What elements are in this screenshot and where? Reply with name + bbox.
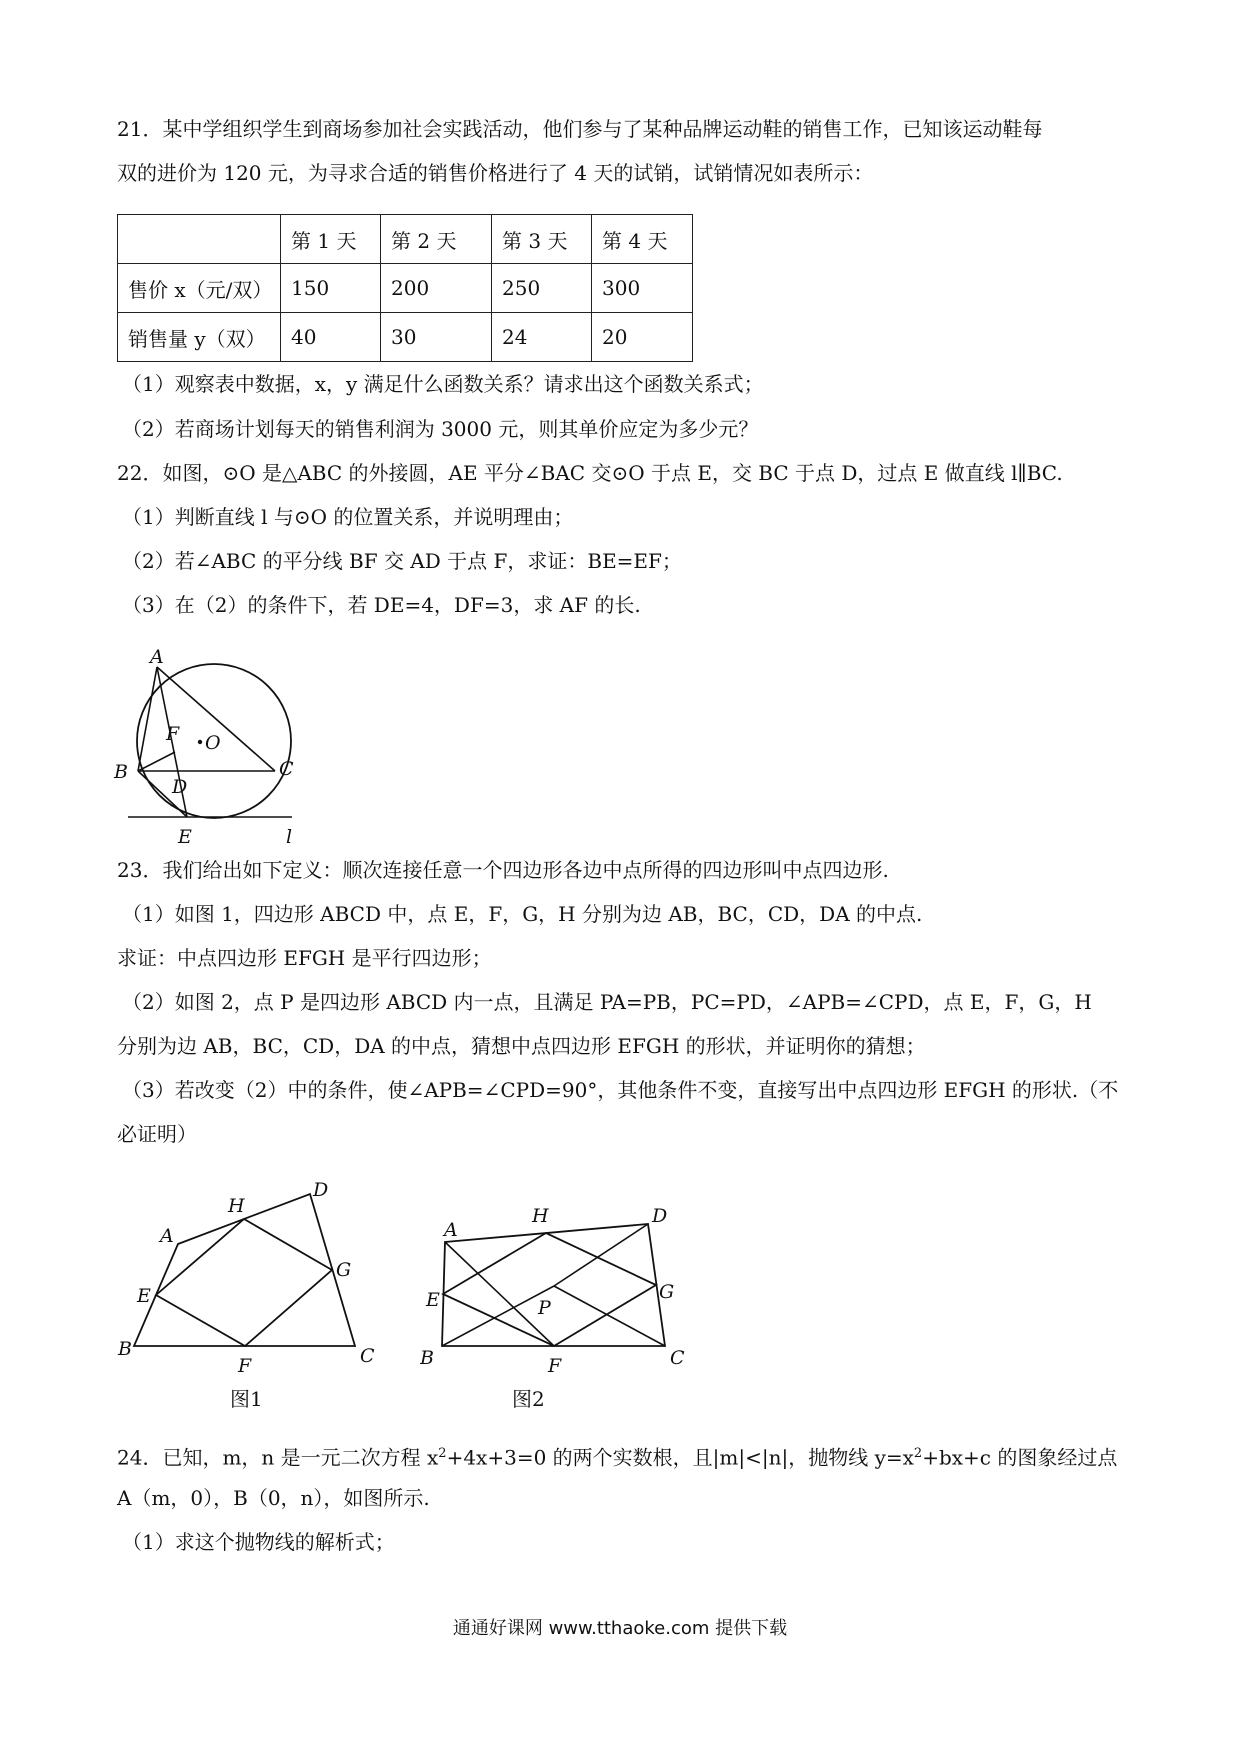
q23-part1b: 求证：中点四边形 EFGH 是平行四边形；: [117, 946, 492, 970]
q24-text-c: +4x+3=0 的两个实数根，且|m|<|n|，抛物线 y=x: [446, 1445, 914, 1470]
q23-figure-1: [110, 1180, 400, 1420]
q23-line1: 23．我们给出如下定义：顺次连接任意一个四边形各边中点所得的四边形叫中点四边形.: [117, 858, 889, 882]
q24-line2: A（m，0），B（0，n），如图所示.: [117, 1486, 430, 1510]
label-F: F: [548, 1355, 562, 1377]
q21-line2: 双的进价为 120 元，为寻求合适的销售价格进行了 4 天的试销，试销情况如表所示：: [117, 161, 874, 185]
q24-part1: （1）求这个抛物线的解析式；: [122, 1530, 395, 1554]
label-F: F: [166, 723, 180, 745]
table-cell: 第 3 天: [492, 215, 592, 264]
page-footer: 通通好课网 www.tthaoke.com 提供下载: [452, 1618, 788, 1639]
label-D: D: [172, 776, 188, 798]
table-cell: 40: [281, 313, 381, 362]
table-cell: 销售量 y（双）: [118, 313, 281, 362]
table-cell: 250: [492, 264, 592, 313]
label-B: B: [420, 1347, 434, 1369]
q21-sales-table: [117, 214, 693, 362]
q22-part1: （1）判断直线 l 与⊙O 的位置关系，并说明理由；: [122, 505, 574, 529]
q22-part2: （2）若∠ABC 的平分线 BF 交 AD 于点 F，求证：BE=EF；: [122, 549, 682, 573]
label-E: E: [178, 826, 192, 848]
q21-line1: 21．某中学组织学生到商场参加社会实践活动，他们参与了某种品牌运动鞋的销售工作，已知该运动鞋每: [117, 117, 1043, 141]
label-G: G: [336, 1259, 352, 1281]
q23-part2: （2）如图 2，点 P 是四边形 ABCD 内一点，且满足 PA=PB，PC=PD，∠APB=∠CPD，点 E，F，G，H: [122, 990, 1092, 1014]
q23-figure-2: [420, 1180, 700, 1420]
label-C: C: [279, 758, 294, 780]
label-F: F: [238, 1355, 252, 1377]
label-E: E: [137, 1285, 151, 1307]
fig2-caption: 图2: [512, 1387, 545, 1411]
table-header-row: [118, 215, 693, 264]
table-cell: 售价 x（元/双）: [118, 264, 281, 313]
q23-part2b: 分别为边 AB，BC，CD，DA 的中点，猜想中点四边形 EFGH 的形状，并证明你的猜想；: [117, 1034, 926, 1058]
label-D: D: [313, 1180, 329, 1201]
table-cell: 20: [592, 313, 693, 362]
label-l: l: [286, 826, 293, 848]
table-cell: 第 4 天: [592, 215, 693, 264]
q23-part3: （3）若改变（2）中的条件，使∠APB=∠CPD=90°，其他条件不变，直接写出中点四边形 EFGH 的形状.（不: [122, 1078, 1119, 1102]
q22-line1: 22．如图，⊙O 是△ABC 的外接圆，AE 平分∠BAC 交⊙O 于点 E，交 BC 于点 D，过点 E 做直线 l∥BC.: [117, 461, 1063, 485]
label-G: G: [659, 1281, 675, 1303]
label-C: C: [360, 1345, 375, 1367]
q21-part2: （2）若商场计划每天的销售利润为 3000 元，则其单价应定为多少元？: [122, 417, 759, 441]
label-H: H: [228, 1195, 245, 1217]
label-B: B: [118, 1338, 132, 1360]
label-P: P: [538, 1297, 551, 1319]
label-B: B: [114, 761, 128, 783]
table-cell: 150: [281, 264, 381, 313]
q22-part3: （3）在（2）的条件下，若 DE=4，DF=3，求 AF 的长.: [122, 593, 641, 617]
q24-text-a: 24．已知，m，n 是一元二次方程 x: [117, 1445, 439, 1470]
label-A: A: [150, 646, 164, 668]
label-H: H: [532, 1205, 549, 1227]
label-A: A: [444, 1219, 458, 1241]
table-cell: 第 1 天: [281, 215, 381, 264]
label-O: O: [205, 732, 221, 754]
table-cell: 200: [381, 264, 492, 313]
fig1-caption: 图1: [230, 1387, 263, 1411]
label-D: D: [652, 1205, 668, 1227]
table-cell: 24: [492, 313, 592, 362]
q23-part3b: 必证明）: [117, 1122, 197, 1146]
label-E: E: [426, 1289, 440, 1311]
table-row: [118, 264, 693, 313]
table-cell: 300: [592, 264, 693, 313]
table-cell: 30: [381, 313, 492, 362]
label-C: C: [670, 1347, 685, 1369]
q24-exponent: 2: [438, 1446, 447, 1461]
label-A: A: [160, 1225, 174, 1247]
q23-part1: （1）如图 1，四边形 ABCD 中，点 E，F，G，H 分别为边 AB，BC，CD，DA 的中点.: [122, 902, 923, 926]
table-cell: 第 2 天: [381, 215, 492, 264]
q22-circle-figure: [110, 645, 310, 855]
table-row: [118, 313, 693, 362]
table-cell: [118, 215, 281, 264]
q24-text-e: +bx+c 的图象经过点: [922, 1445, 1118, 1470]
q24-line1: [117, 1440, 1117, 1472]
q21-part1: （1）观察表中数据，x，y 满足什么函数关系？请求出这个函数关系式；: [122, 372, 764, 396]
q24-exponent: 2: [913, 1446, 923, 1461]
